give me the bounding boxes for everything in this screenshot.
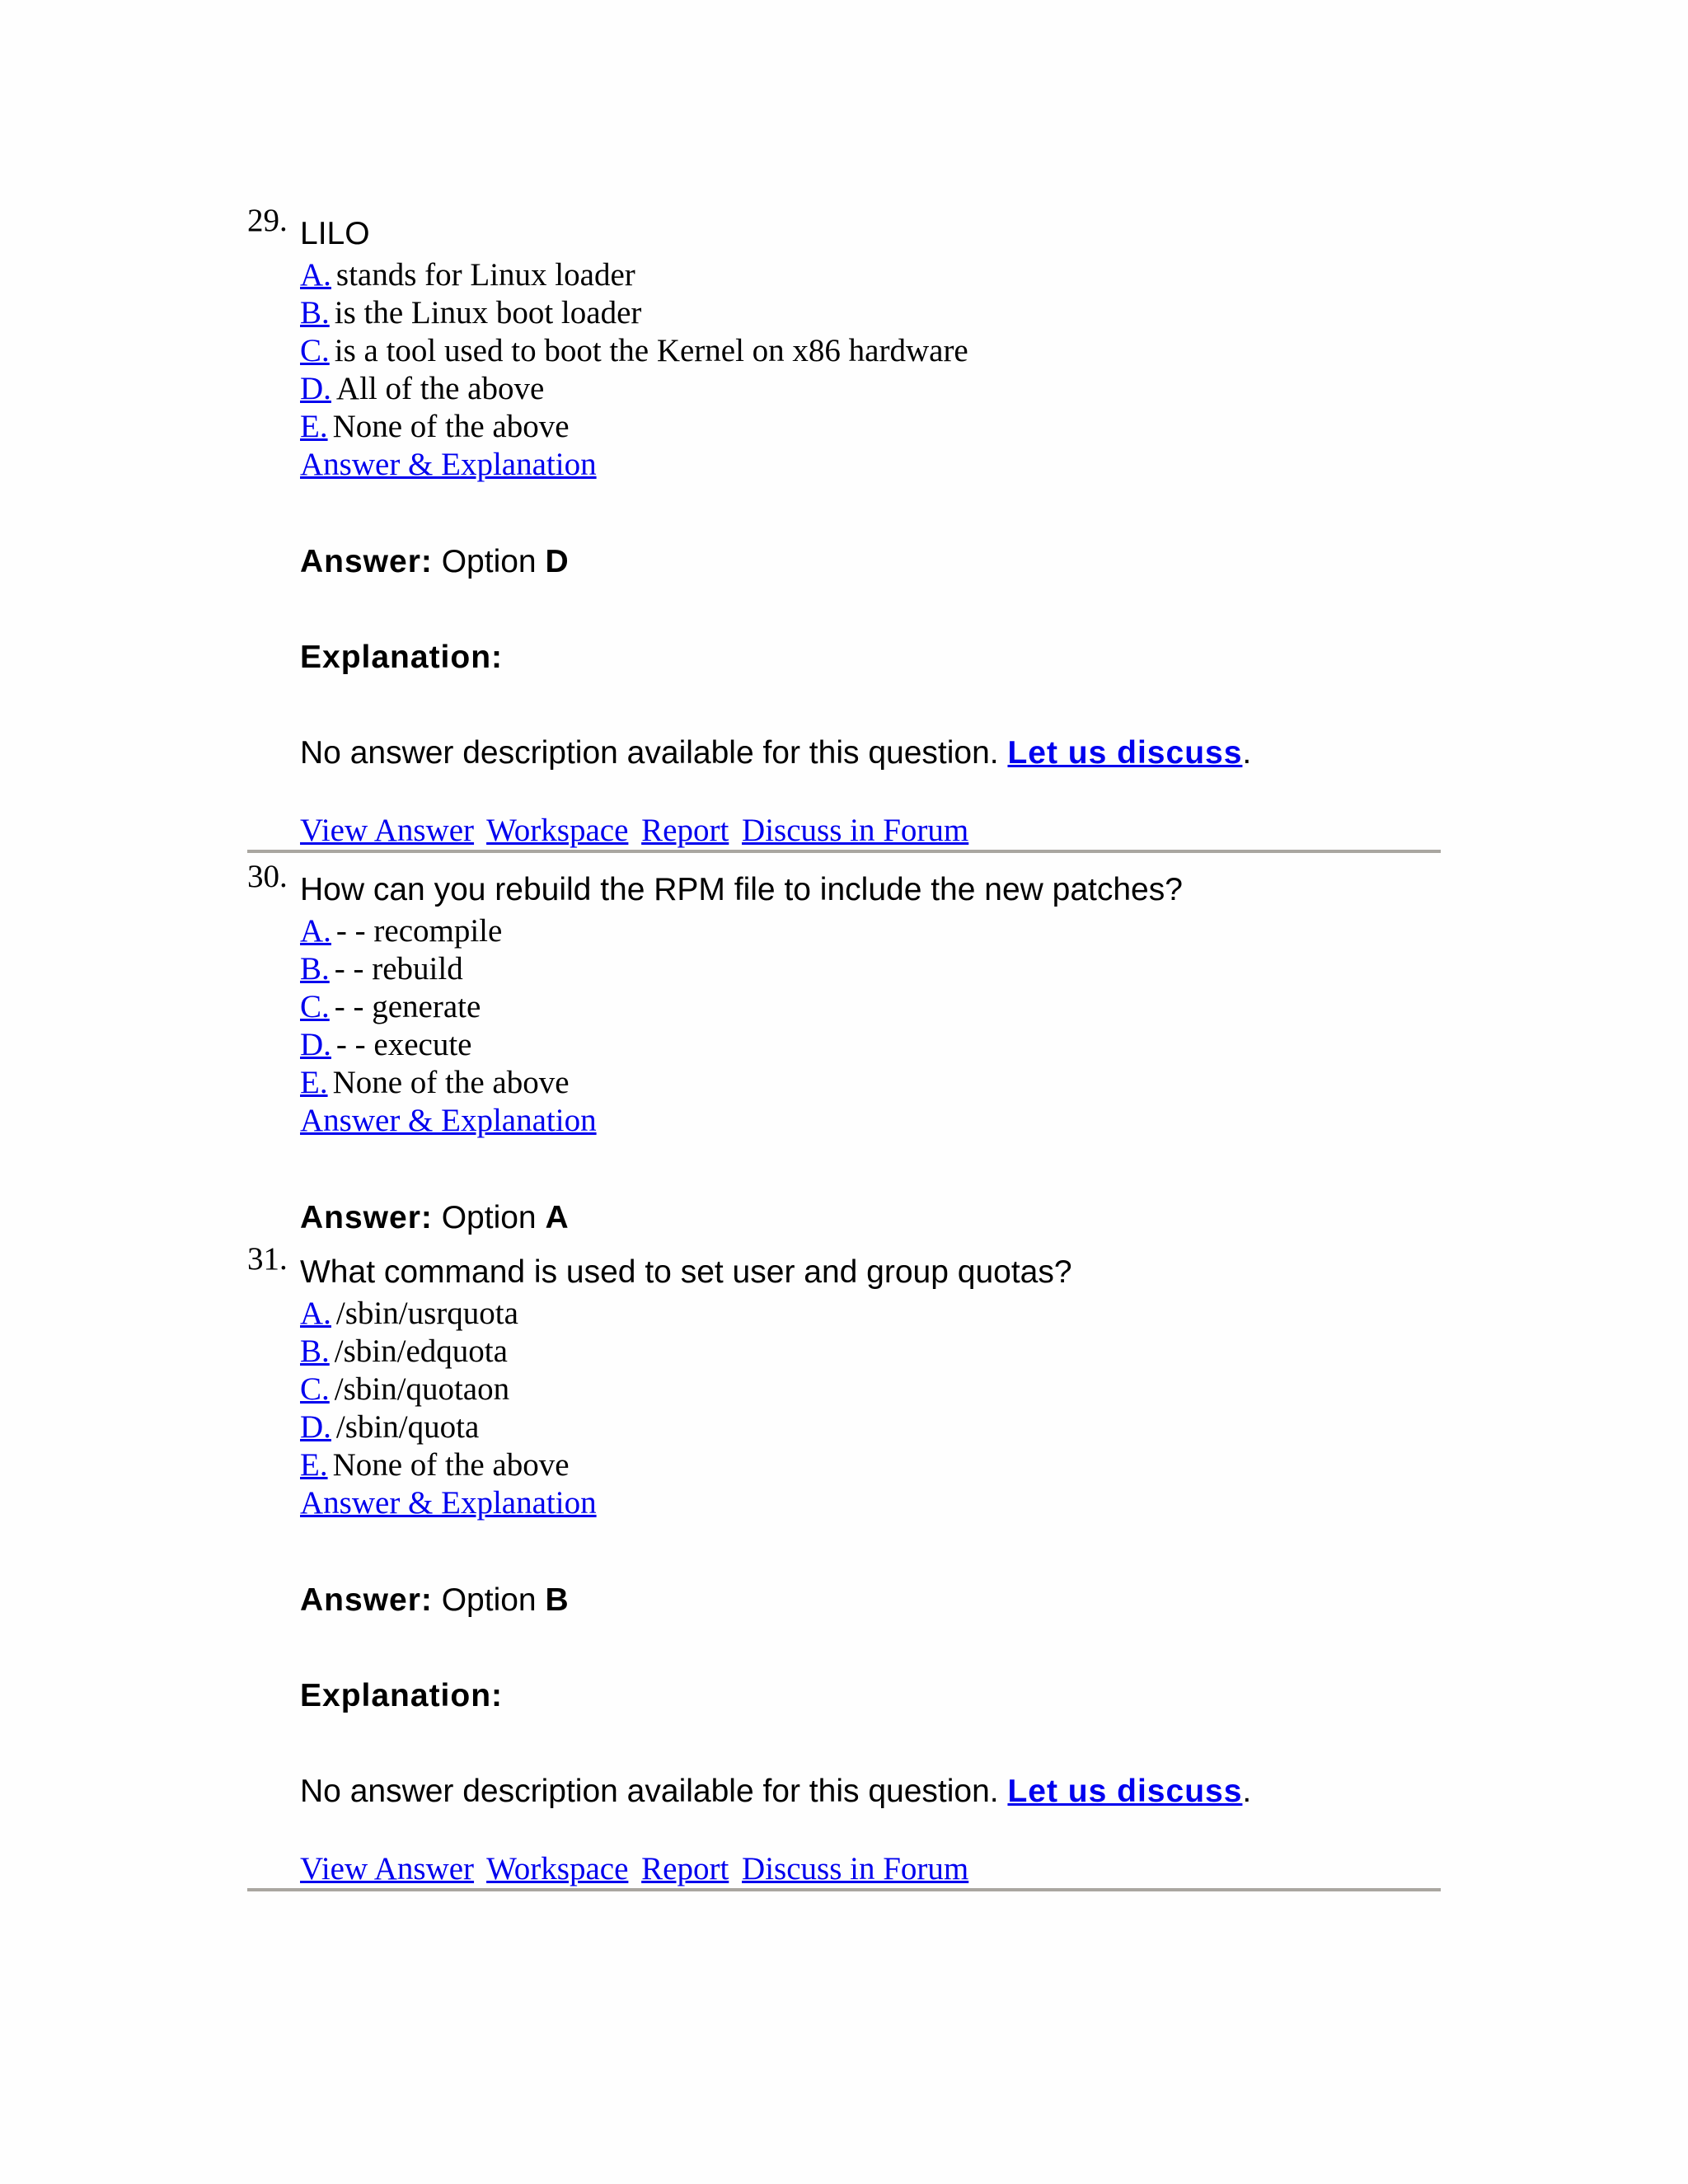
view-answer-link[interactable]: View Answer <box>300 1851 475 1886</box>
option-c <box>300 991 481 1023</box>
option-b-link[interactable]: B. <box>300 1333 330 1369</box>
option-d-text: All of the above <box>335 371 545 406</box>
answer-explanation-row <box>300 1104 597 1137</box>
answer-explanation-row <box>300 1487 597 1519</box>
answer-option-letter: A <box>545 1200 569 1235</box>
answer-line <box>300 1202 569 1234</box>
let-us-discuss-link[interactable]: Let us discuss <box>1007 1774 1243 1809</box>
option-c-link[interactable]: C. <box>300 333 330 368</box>
explanation-label: Explanation: <box>300 640 504 675</box>
option-e <box>300 1449 570 1481</box>
divider <box>247 1888 1441 1891</box>
option-e <box>300 1066 570 1099</box>
workspace-link[interactable]: Workspace <box>486 813 629 848</box>
option-e-text: None of the above <box>332 1065 570 1100</box>
answer-option-letter: D <box>545 544 569 579</box>
question-text: How can you rebuild the RPM file to include the new patches? <box>300 872 1183 907</box>
answer-option-letter: B <box>545 1582 569 1618</box>
description-text: No answer description available for this question. <box>300 1774 999 1809</box>
option-b-text: is the Linux boot loader <box>334 295 642 330</box>
option-c <box>300 335 968 367</box>
option-b-link[interactable]: B. <box>300 295 330 330</box>
option-e-link[interactable]: E. <box>300 1065 328 1100</box>
option-e-text: None of the above <box>332 1447 570 1483</box>
option-b <box>300 297 641 329</box>
option-c-link[interactable]: C. <box>300 989 330 1024</box>
option-b-text: - - rebuild <box>334 951 463 987</box>
option-e-link[interactable]: E. <box>300 1447 328 1483</box>
question-text: What command is used to set user and group quotas? <box>300 1254 1072 1290</box>
option-e-text: None of the above <box>332 409 570 444</box>
option-a-text: stands for Linux loader <box>335 257 635 293</box>
option-d-link[interactable]: D. <box>300 1409 331 1445</box>
description-end: . <box>1242 1774 1252 1809</box>
option-c-text: /sbin/quotaon <box>334 1371 510 1407</box>
answer-line <box>300 1584 569 1616</box>
question-number: 31. <box>247 1241 288 1277</box>
question-actions <box>300 1853 973 1885</box>
option-b <box>300 1335 508 1367</box>
option-d-text: /sbin/quota <box>335 1409 480 1445</box>
option-d-link[interactable]: D. <box>300 1027 331 1062</box>
option-b-link[interactable]: B. <box>300 951 330 987</box>
answer-option-word: Option <box>441 1582 537 1618</box>
answer-explanation-link[interactable]: Answer & Explanation <box>300 447 597 482</box>
option-a-text: - - recompile <box>335 913 503 949</box>
option-a <box>300 259 635 291</box>
explanation-description <box>300 1775 1251 1807</box>
let-us-discuss-link[interactable]: Let us discuss <box>1007 735 1243 771</box>
question-actions <box>300 814 973 846</box>
question-number: 29. <box>247 203 288 238</box>
answer-label: Answer: <box>300 1582 433 1618</box>
answer-option-word: Option <box>441 1200 537 1235</box>
option-e-link[interactable]: E. <box>300 409 328 444</box>
question-number: 30. <box>247 859 288 894</box>
option-a-text: /sbin/usrquota <box>335 1296 518 1331</box>
question-text: LILO <box>300 216 370 251</box>
option-d <box>300 1029 471 1061</box>
option-c-text: is a tool used to boot the Kernel on x86 hardware <box>334 333 968 368</box>
option-a-link[interactable]: A. <box>300 1296 331 1331</box>
option-a-link[interactable]: A. <box>300 913 331 949</box>
option-c <box>300 1373 509 1405</box>
option-d-link[interactable]: D. <box>300 371 331 406</box>
report-link[interactable]: Report <box>641 1851 729 1886</box>
option-c-link[interactable]: C. <box>300 1371 330 1407</box>
option-d <box>300 1411 479 1443</box>
answer-line <box>300 546 569 578</box>
answer-explanation-row <box>300 448 597 480</box>
answer-explanation-link[interactable]: Answer & Explanation <box>300 1103 597 1138</box>
answer-explanation-link[interactable]: Answer & Explanation <box>300 1485 597 1521</box>
option-a <box>300 1297 518 1329</box>
discuss-in-forum-link[interactable]: Discuss in Forum <box>742 813 969 848</box>
description-end: . <box>1242 735 1252 771</box>
explanation-label: Explanation: <box>300 1678 504 1713</box>
option-d-text: - - execute <box>335 1027 472 1062</box>
option-a-link[interactable]: A. <box>300 257 331 293</box>
workspace-link[interactable]: Workspace <box>486 1851 629 1886</box>
explanation-description <box>300 737 1251 769</box>
answer-label: Answer: <box>300 544 433 579</box>
option-c-text: - - generate <box>334 989 481 1024</box>
view-answer-link[interactable]: View Answer <box>300 813 475 848</box>
option-a <box>300 915 502 947</box>
option-b-text: /sbin/edquota <box>334 1333 508 1369</box>
discuss-in-forum-link[interactable]: Discuss in Forum <box>742 1851 969 1886</box>
answer-option-word: Option <box>441 544 537 579</box>
option-e <box>300 410 570 443</box>
answer-label: Answer: <box>300 1200 433 1235</box>
divider <box>247 850 1441 853</box>
option-b <box>300 953 463 985</box>
description-text: No answer description available for this question. <box>300 735 999 771</box>
option-d <box>300 373 544 405</box>
report-link[interactable]: Report <box>641 813 729 848</box>
